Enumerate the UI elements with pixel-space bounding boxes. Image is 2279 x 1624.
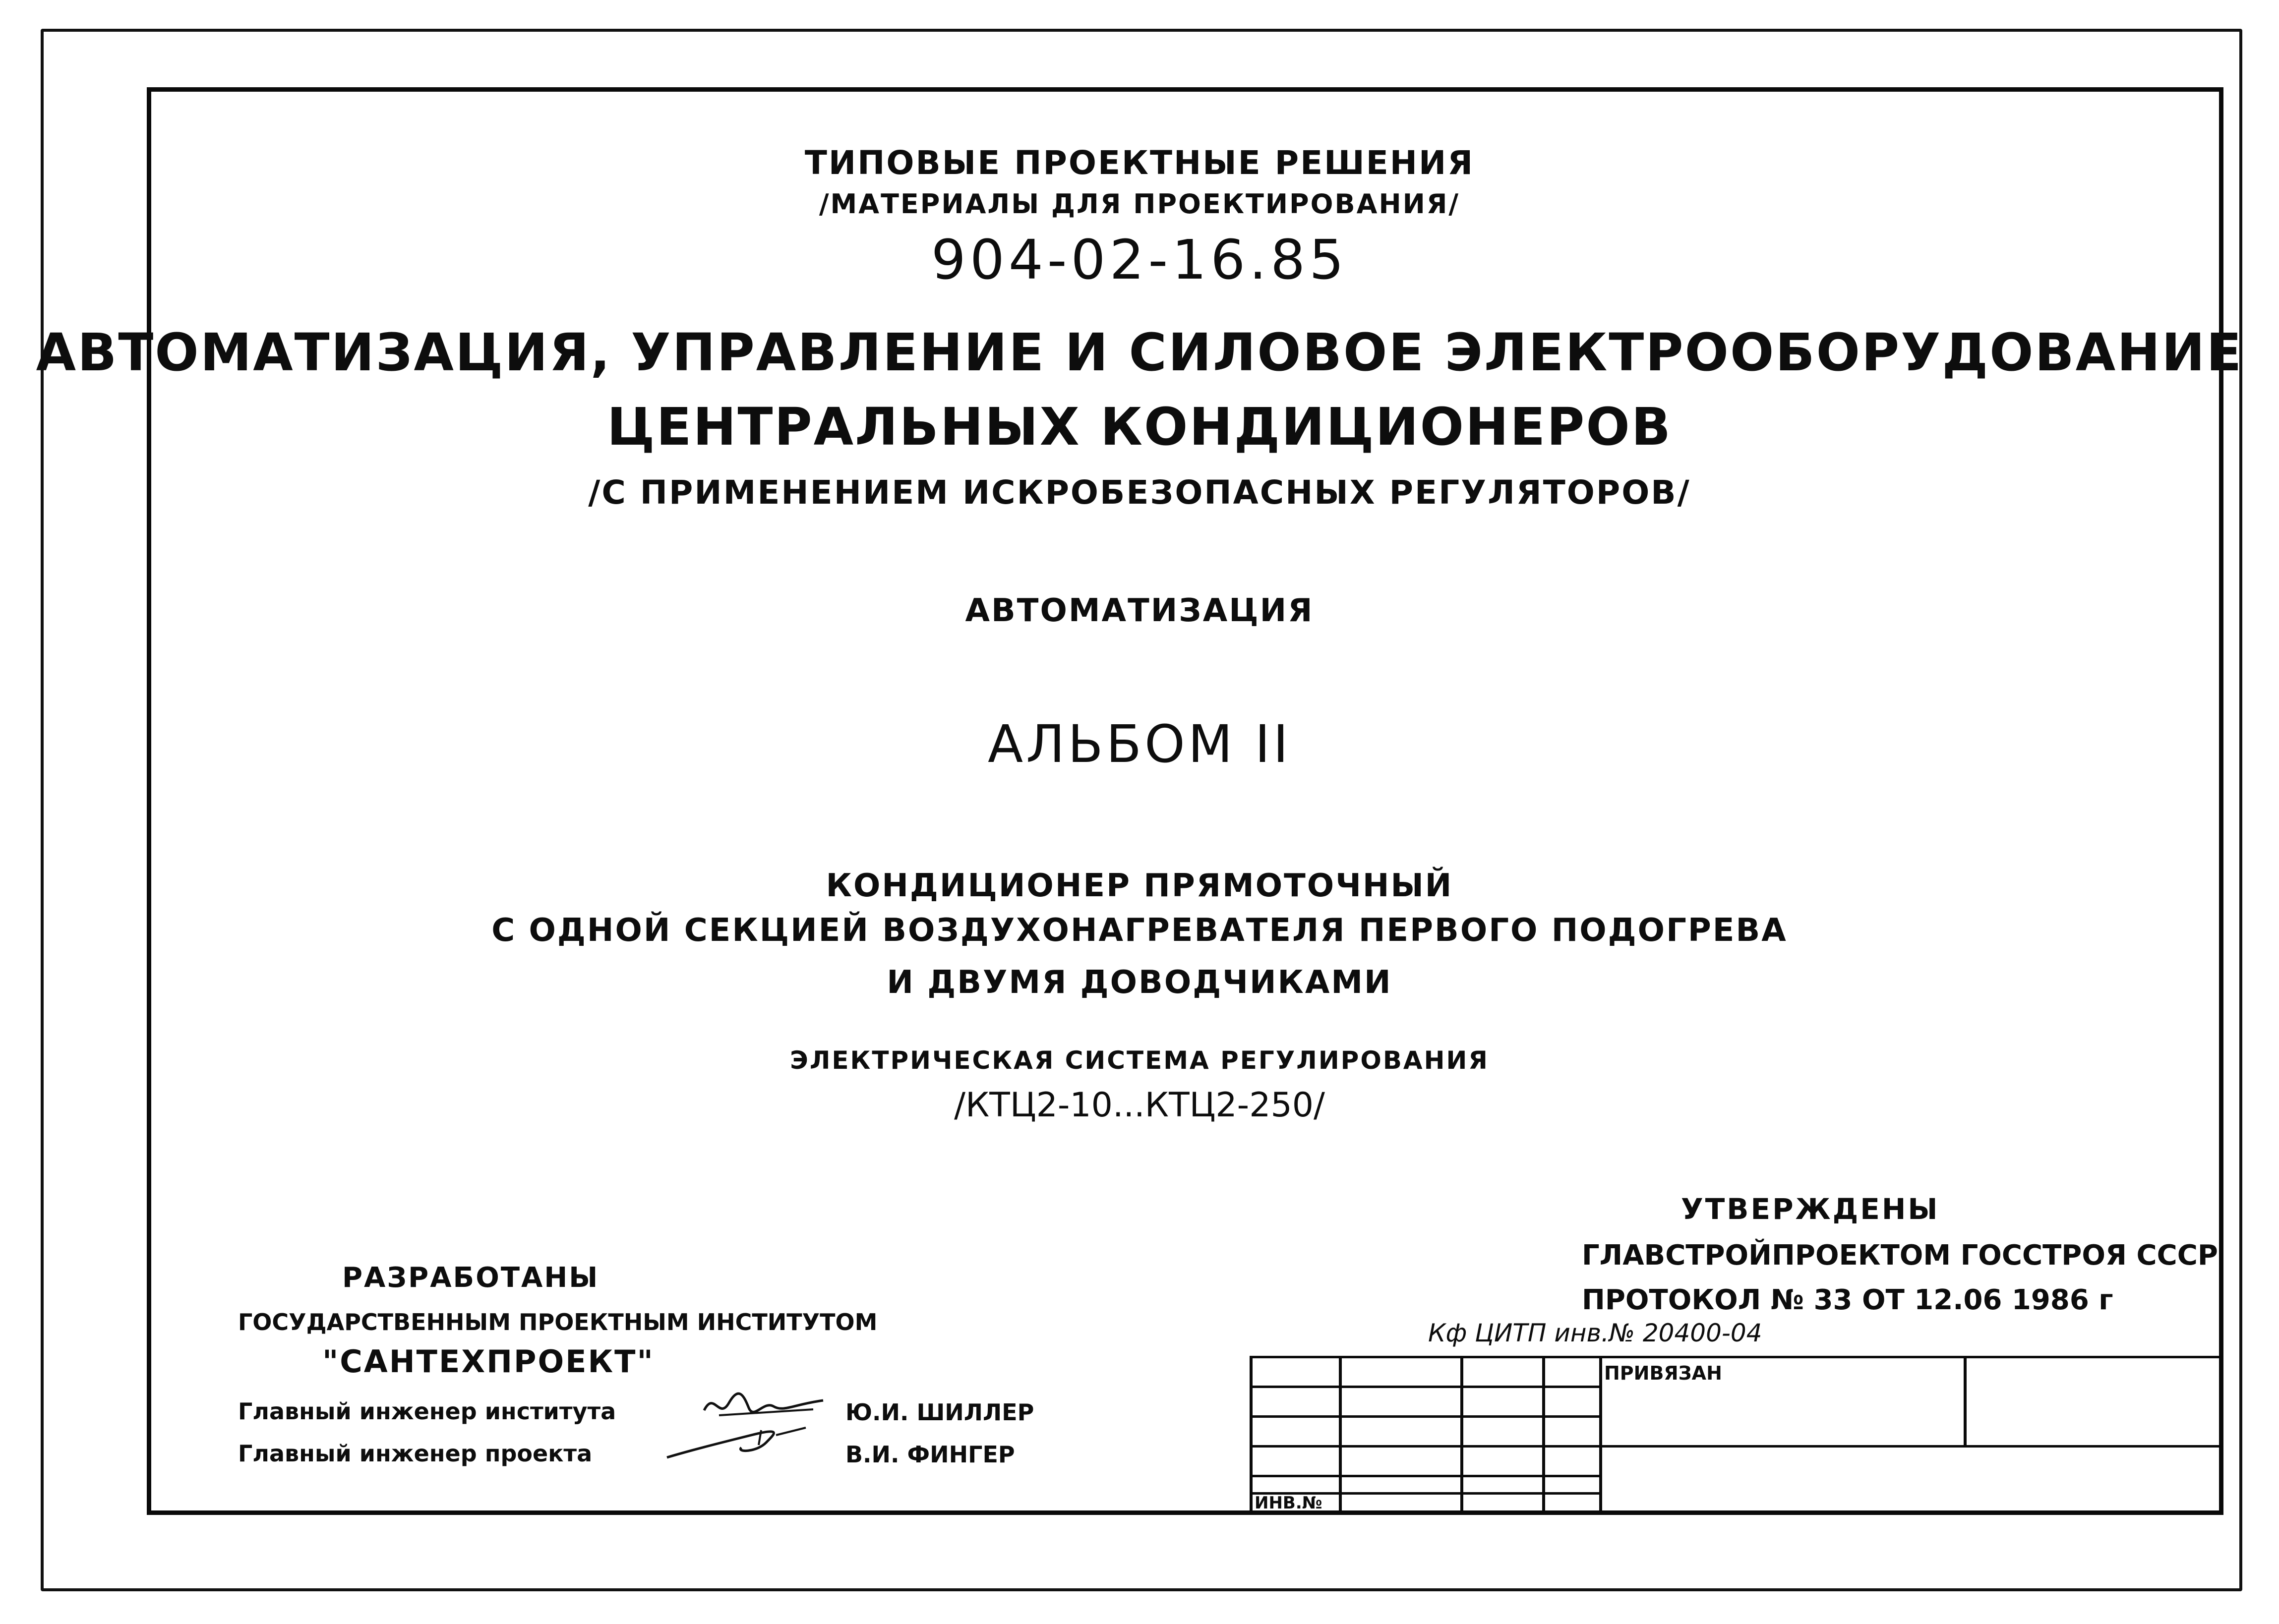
developed-heading: РАЗРАБОТАНЫ (342, 1262, 600, 1294)
description-line-2: С ОДНОЙ СЕКЦИЕЙ ВОЗДУХОНАГРЕВАТЕЛЯ ПЕРВОГО ПОДОГРЕВА (491, 912, 1788, 949)
stamp-inventory-label: ИНВ.№ (1255, 1493, 1322, 1513)
section-title: АВТОМАТИЗАЦИЯ (965, 592, 1314, 629)
chief-engineer-project-label: Главный инженер проекта (238, 1440, 593, 1467)
chief-engineer-institute-label: Главный инженер института (238, 1398, 616, 1425)
approved-protocol: ПРОТОКОЛ № 33 ОТ 12.06 1986 г (1582, 1284, 2113, 1316)
materials-note: /МАТЕРИАЛЫ ДЛЯ ПРОЕКТИРОВАНИЯ/ (819, 188, 1460, 220)
project-code: 904-02-16.85 (931, 228, 1348, 291)
description-line-3: И ДВУМЯ ДОВОДЧИКАМИ (887, 964, 1392, 1001)
developer-name: "САНТЕХПРОЕКТ" (322, 1343, 655, 1380)
stamp-attached-label: ПРИВЯЗАН (1604, 1362, 1722, 1384)
stamp-table (1250, 1356, 2219, 1514)
chief-engineer-project-name: В.И. ФИНГЕР (845, 1441, 1015, 1468)
album-number: АЛЬБОМ II (987, 714, 1292, 774)
developer-org: ГОСУДАРСТВЕННЫМ ПРОЕКТНЫМ ИНСТИТУТОМ (238, 1309, 878, 1335)
model-range: /КТЦ2-10...КТЦ2-250/ (954, 1086, 1325, 1125)
main-title-line-1: АВТОМАТИЗАЦИЯ, УПРАВЛЕНИЕ И СИЛОВОЕ ЭЛЕКТРООБОРУДОВАНИЕ (36, 322, 2243, 383)
approved-org: ГЛАВСТРОЙПРОЕКТОМ ГОССТРОЯ СССР (1582, 1239, 2218, 1272)
signature-1 (699, 1386, 828, 1425)
regulation-system: ЭЛЕКТРИЧЕСКАЯ СИСТЕМА РЕГУЛИРОВАНИЯ (790, 1046, 1489, 1075)
description-line-1: КОНДИЦИОНЕР ПРЯМОТОЧНЫЙ (826, 868, 1453, 904)
approved-heading: УТВЕРЖДЕНЫ (1681, 1192, 1940, 1226)
archive-inventory-note: Кф ЦИТП инв.№ 20400-04 (1428, 1319, 1762, 1347)
series-title: ТИПОВЫЕ ПРОЕКТНЫЕ РЕШЕНИЯ (804, 144, 1475, 182)
chief-engineer-institute-name: Ю.И. ШИЛЛЕР (845, 1399, 1034, 1426)
main-title-line-2: ЦЕНТРАЛЬНЫХ КОНДИЦИОНЕРОВ (606, 397, 1673, 457)
main-subtitle: /С ПРИМЕНЕНИЕМ ИСКРОБЕЗОПАСНЫХ РЕГУЛЯТОРОВ/ (588, 473, 1691, 512)
signature-2 (662, 1423, 811, 1467)
